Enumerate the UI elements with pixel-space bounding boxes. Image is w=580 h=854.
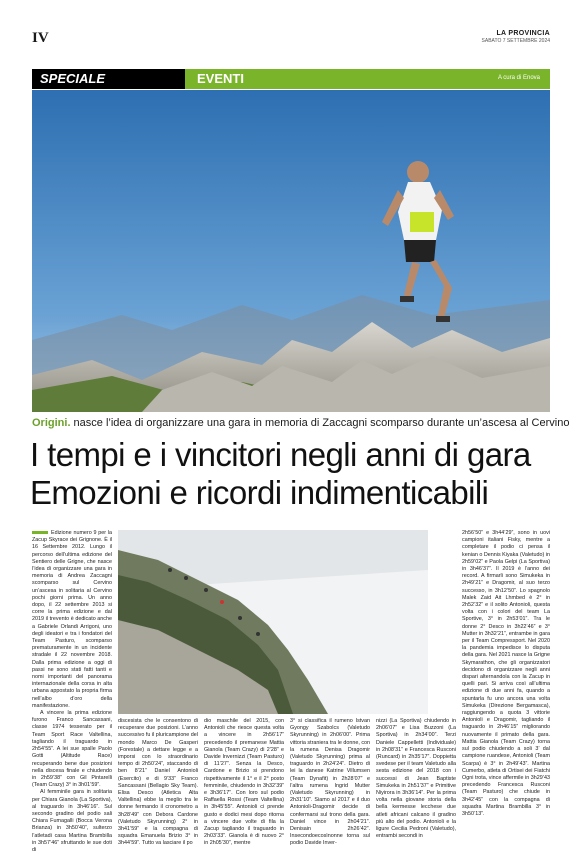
- section-byline: A cura di Enova: [497, 75, 540, 81]
- publication-name: LA PROVINCIA: [496, 30, 550, 37]
- publication-date: SABATO 7 SETTEMBRE 2024: [481, 38, 550, 44]
- article-column-3: [204, 718, 284, 847]
- photo-caption: [32, 417, 570, 429]
- column-5-text: nizzi (La Sportiva) chiudendo in 2h06’07” e Lisa Buzzoni (La Sportiva) in 2h34’00”. Terzi Daniele Cappelletti (Individuale) in 2h08’31” e Francesca Rusconi (Runcard) in 2h35’17”. Doppietta svedese per il team Valetudo alla sesta edizione del 2018 con i successi di Jean Baptiste Simukeka in 2h51’37” e Primitive Niyirora in 3h36’14”. Per la prima volta nella giovane storia della bella kermesse lecchese due atleti africani calcano il gradino più alto del podio. Antonioli e la ligure Cecilia Pedroni (Valetudo), entrambi secondi in: [376, 718, 456, 840]
- section-label-eventi-block: [185, 69, 550, 89]
- article-column-5: [376, 718, 456, 840]
- section-label-speciale: SPECIALE: [40, 71, 106, 86]
- section-label-eventi: EVENTI: [197, 71, 244, 86]
- article-column-1: [32, 530, 112, 853]
- caption-lead: Origini.: [32, 417, 71, 429]
- column-3-text: dio maschile del 2015, con Antonioli che riesce questa volta a vincere in 2h56’17” precedendo il premanese Mattia Gianola (Team Crazy) di 2’28” e Davide Invernizzi (Team Pasturo) di 11’27”. Senza la Desco, Cardone e Brizio si prendono rispettivamente il 1° e il 2° posto femminile, chiudendo in 3h32’39” e 3h36’17”. Con loro sul podio Raffaella Rossi (Team Valtellina) in 3h45’55”. Antonioli ci prende gusto e dodici mesi dopo ritorna a vincere due volte di fila la Zacup tagliando il traguardo in 2h03’33”. Gianola è di nuovo 2° in 2h05’30”, mentre: [204, 718, 284, 847]
- article-column-4: [290, 718, 371, 847]
- hero-illustration: [32, 90, 550, 412]
- headline-line-2: Emozioni e ricordi indimenticabili: [30, 474, 489, 511]
- column-1-text-a: Edizione numero 9 per la Zacup Skyrace dei Grignone. È il 16 Settembre 2012. Lungo il percorso dell’ultima edizione del Sentiero delle Grigne, che nasce l’idea di organizzare una gara in memoria di Andrea Zaccagni scomparso sul Cervino un’ascesa in solitaria al Cervino pochi giorni prima. Un anno dopo, il 22 settembre 2013 si corre la prima edizione e dal 2019 il trevento è dedicato anche a Gabriele Orlandi Arrigoni, uno degli ideatori e tra i fondatori del Team Pasturo, scomparso prematuramente in un incidente stradale il 22 novembre 2018. Dalla prima edizione a oggi di passi ne sono stati fatti tanti e nomi importanti del panorama internazionale della corsa in alta urbana appostato la propria firma nell’albo d’oro della manifestazione.: [32, 530, 112, 709]
- headline-line-1: I tempi e i vincitori negli anni di gara: [30, 436, 531, 473]
- masthead: [482, 30, 550, 44]
- photo-runners-on-ridge: [118, 530, 428, 714]
- column-1-text-b: A vincere la prima edizione furono Franco Sancassani, classe 1974 tesserato per il Team Sport Race Valtellina, tagliando il traguardo in 2h54’55”. A lei sue spalle Paolo Gotti (Altitude Race) recuperando bene due posizioni nella discesa finale e chiudendo in 2h59’38” con Gil Pintarelli (Team Crazy) 3° in 3h01’59”.: [32, 710, 112, 789]
- column-1-text-c: Al femminile gara in solitaria per Chiara Gianola (La Sportiva), al traguardo in 3h46’16”. Sul secondo gradino del podio sali Chiara Fumagalli (Bocca Verona Brianza) in 3h50’40”, sulterzo l’atletadi casa Martina Brambilla in 3h57’46” sfruttando le sue doti di: [32, 789, 112, 853]
- column-6-text: 2h56’50” e 3h44’29”, sono in uovi campioni italiani Fisky, mentre a completare il podio ci pensa il kenian o Dennis Kiyaka (Valetudo) in 2h59’02” e Paola Gelpi (La Sportiva) in 3h46’37”. Il 2019 è l’anno dei record. A firmarli sono Simukeka in 2h49’21” e Dragomir, al suo terzo successo, in 3h12’50”. Lo spagnolo Malek Zaid Ait Lhmbed è 2° in 2h52’32” e il solito Antonioli, questa volta con i colori del team La Sportive, 3° in 2h53’01”. Tra le donne 2° Desco in 3h22’46” e 3° Mutter in 3h32’21”, entrambe in gara per il Team Compressport. Nel 2020 la pandemia impedisce lo disputa della gara. Nel 2021 nasce la Grigne Skymarathon, che gli organizzatori decidono di organizzare negli anni dispari alternandola con la Zacup in quelli pari. Si arriva così all’ultima edizione di due anni fa, quando a spuntarla fu uno ancora una volta Simukeka (Direzione Bergamasca), raggiungendo a quota 3 vittorie Antonioli e Dragomir, tagliando il traguardo in 2h46’15” migliorando nuovamente il primato della gara. Mattia Gianola (Team Crazy) torna sul podio chiudendo a soli 3’ dal campione ruandese, Antonioli (Team Scarpa) è 3° in 2h49’43”. Martina Cumerbo, atleta di Ortisei dei Fiatchi Ogni trota, vince affermile in 3h29’43 precedendo Francesca Rusconi (Team Pasturo) che chiude in 3h42’45” con la compagna di squadra Martina Brambilla 3° in 3h50’13”.: [462, 530, 550, 817]
- article-lead-marker: [32, 531, 48, 534]
- hero-photo-runner: [32, 90, 550, 412]
- page-number: IV: [32, 30, 49, 46]
- section-bar: [32, 69, 550, 89]
- article-column-2: [118, 718, 198, 847]
- ridge-illustration: [118, 530, 428, 714]
- article-headline: [30, 436, 550, 512]
- column-4-text: 3° si classifica il rumeno Istvan Gyongy Szabolcs (Valetudo Skyrunning) in 2h06’00”. Prima vittoria straniera tra le donne, con la rumena Denisa Dragomir (Valetudo Skyrunning) prima al traguardo in 2h24’24”. Dietro di lei la danese Katrine Villumsen (Team Dynafit) in 2h28’07” e l’altra rumena Ingrid Mutter (Valetudo Skyrunning) in 2h31’10”. Siamo al 2017 e il duo Antonioli-Dragomir decide di confermarsi sul trono della gara. Daniel vince in 2h04’21”. Denisain 2h26’42”. Insecondoecosìnonne torna sul podio Davide Inver-: [290, 718, 371, 847]
- article-column-6: [462, 530, 550, 830]
- caption-text: nasce l’idea di organizzare una gara in memoria di Zaccagni scomparso durante un’ascesa al Cervino: [70, 417, 570, 429]
- column-2-text: discesista che le consentono di recuperare due posizioni. L’anno successivo fu il pluricampione del mondo Marco De Gasperi (Forestale) a dettare legge e a imporsi con lo straordinario tempo di 2h50’24”, staccando di ben 8’21” Daniel Antonioli (Esercito) e di 9’33” Franco Sancassani (Bellagio Sky Team). Elisa Desco (Atletica Alta Valtellina) ebbe la meglio tra le donne fermando il cronometro a 3h28’49” con Debora Cardone (Valetudo Skyrunning) 2° in 3h41’59” e la compagna di squadra Emanuela Brizio 3° in 3h44’59”. Tutto va lasciare il po: [118, 718, 198, 847]
